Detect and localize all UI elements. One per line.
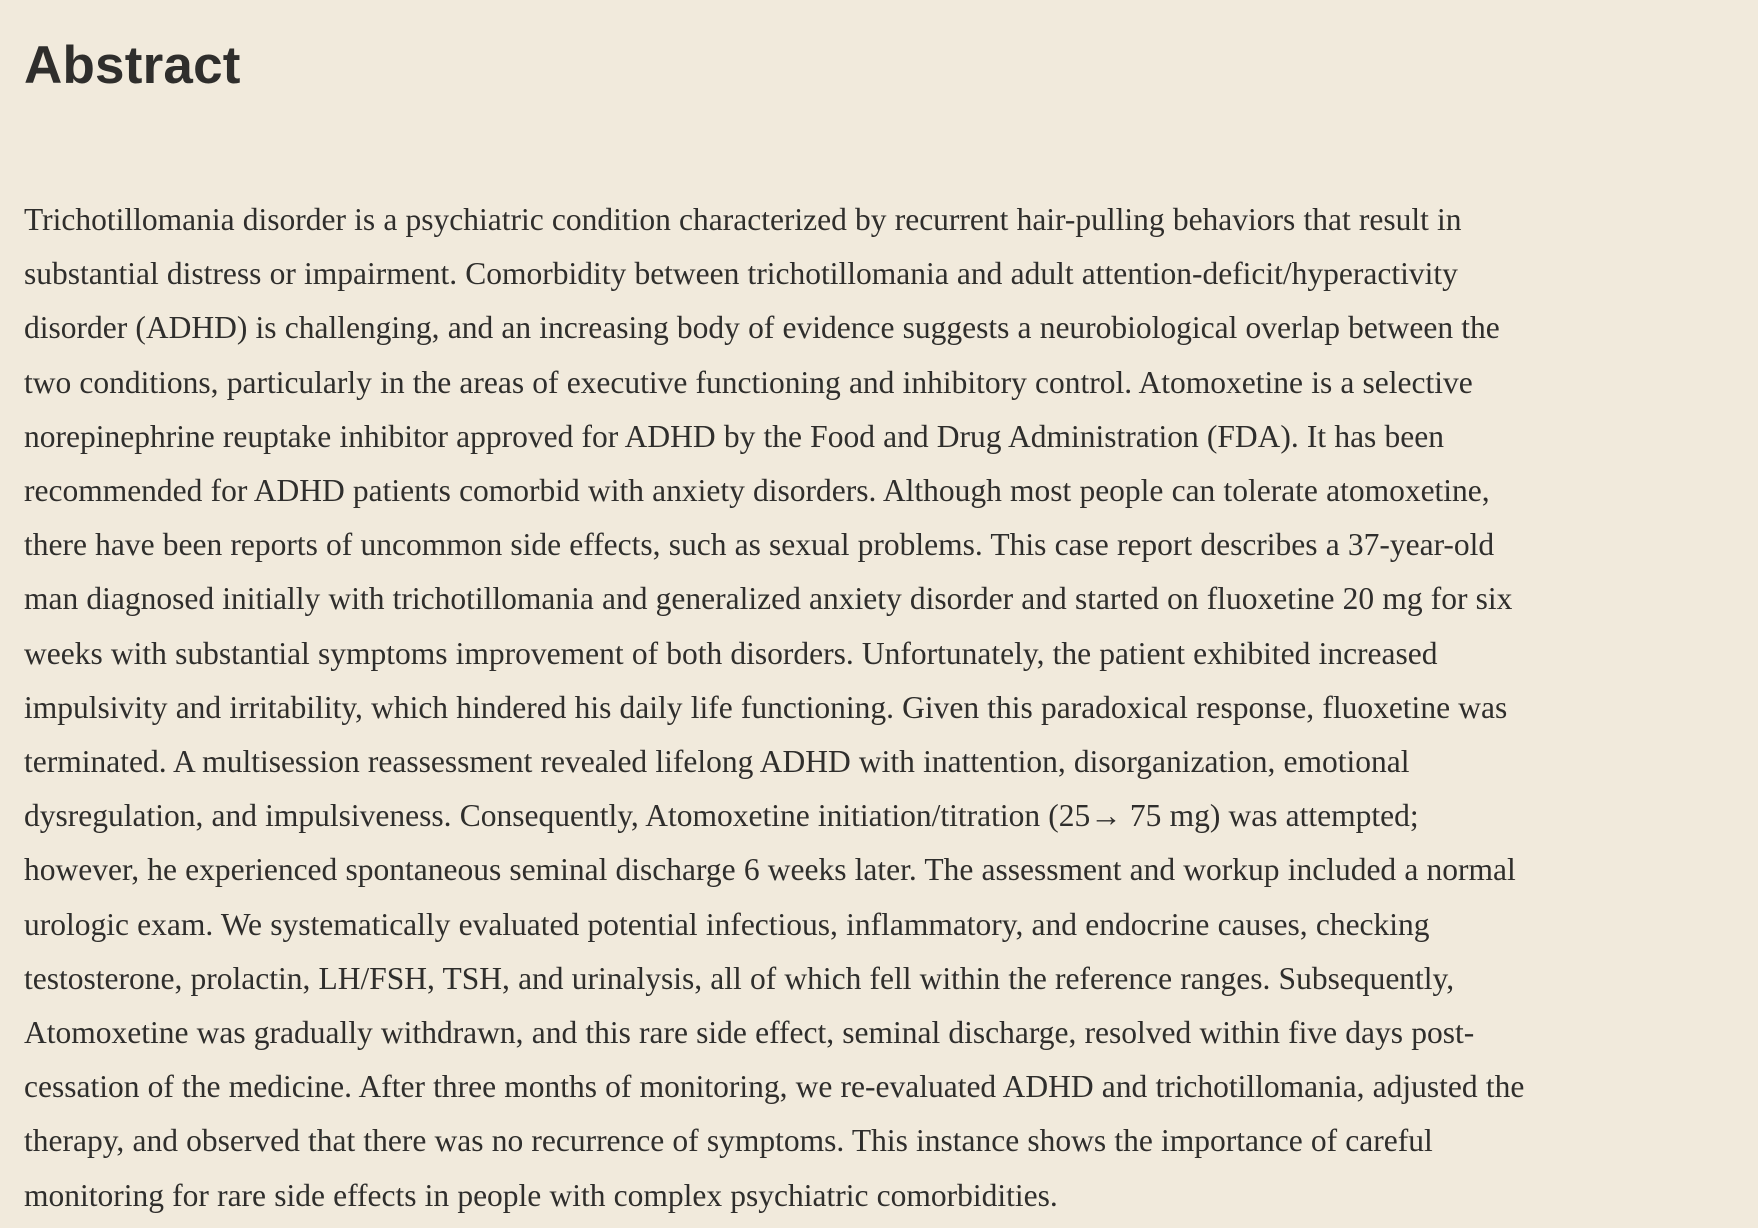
abstract-heading: Abstract bbox=[24, 36, 241, 95]
abstract-line: therapy, and observed that there was no recurrence of symptoms. This instance shows the importance of careful bbox=[24, 1123, 1433, 1159]
abstract-line: urologic exam. We systematically evaluated potential infectious, inflammatory, and endocrine causes, checking bbox=[24, 906, 1430, 942]
abstract-line: disorder (ADHD) is challenging, and an increasing body of evidence suggests a neurobiological overlap between the bbox=[24, 310, 1500, 346]
abstract-line: however, he experienced spontaneous seminal discharge 6 weeks later. The assessment and workup included a normal bbox=[24, 852, 1516, 888]
abstract-line: monitoring for rare side effects in people with complex psychiatric comorbidities. bbox=[24, 1177, 1058, 1213]
abstract-line: norepinephrine reuptake inhibitor approved for ADHD by the Food and Drug Administration (FDA). It has been bbox=[24, 418, 1444, 454]
abstract-line: terminated. A multisession reassessment revealed lifelong ADHD with inattention, disorganization, emotional bbox=[24, 744, 1410, 780]
abstract-line: man diagnosed initially with trichotillomania and generalized anxiety disorder and started on fluoxetine 20 mg for six bbox=[24, 581, 1513, 617]
abstract-line: impulsivity and irritability, which hindered his daily life functioning. Given this paradoxical response, fluoxetine was bbox=[24, 689, 1508, 725]
abstract-line: Trichotillomania disorder is a psychiatric condition characterized by recurrent hair-pulling behaviors that result in bbox=[24, 202, 1462, 237]
abstract-line: Atomoxetine was gradually withdrawn, and this rare side effect, seminal discharge, resolved within five days post- bbox=[24, 1015, 1475, 1051]
abstract-line: weeks with substantial symptoms improvement of both disorders. Unfortunately, the patient exhibited increased bbox=[24, 635, 1438, 671]
abstract-line: recommended for ADHD patients comorbid with anxiety disorders. Although most people can tolerate atomoxetine, bbox=[24, 473, 1490, 509]
abstract-line: cessation of the medicine. After three months of monitoring, we re-evaluated ADHD and trichotillomania, adjusted the bbox=[24, 1069, 1525, 1105]
abstract-line: there have been reports of uncommon side effects, such as sexual problems. This case report describes a 37-year-old bbox=[24, 527, 1495, 563]
abstract-paragraph bbox=[24, 193, 1740, 1223]
abstract-line: two conditions, particularly in the areas of executive functioning and inhibitory control. Atomoxetine is a selective bbox=[24, 364, 1473, 400]
abstract-line: substantial distress or impairment. Comorbidity between trichotillomania and adult attention-deficit/hyperactivity bbox=[24, 256, 1458, 292]
abstract-line: dysregulation, and impulsiveness. Consequently, Atomoxetine initiation/titration (25→ 75 mg) was attempted; bbox=[24, 798, 1419, 834]
abstract-line: testosterone, prolactin, LH/FSH, TSH, and urinalysis, all of which fell within the reference ranges. Subsequently, bbox=[24, 960, 1455, 996]
